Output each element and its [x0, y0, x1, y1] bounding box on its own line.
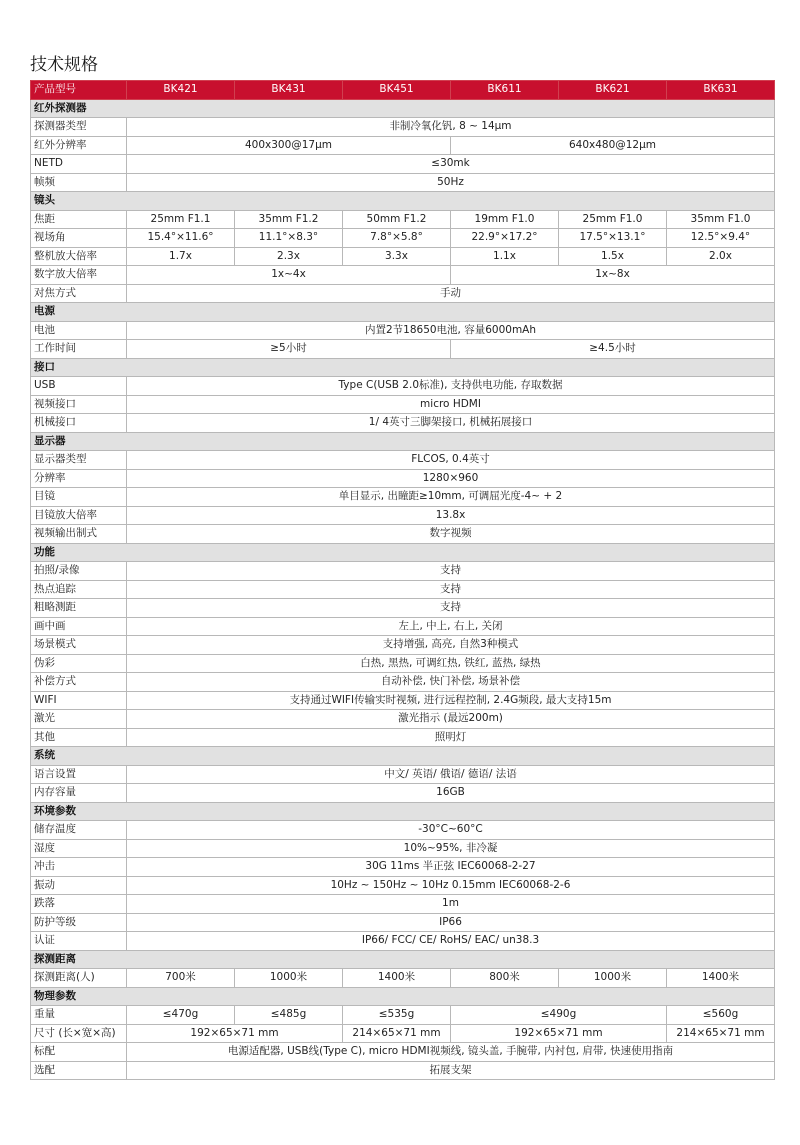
spec-value: 电源适配器, USB线(Type C), micro HDMI视频线, 镜头盖, 手腕带, 内衬包, 肩带, 快速使用指南: [127, 1043, 775, 1062]
section-title: 接口: [31, 358, 775, 377]
spec-value: 1/ 4英寸三脚架接口, 机械拓展接口: [127, 414, 775, 433]
section-title: 系统: [31, 747, 775, 766]
spec-value: ≤485g: [235, 1006, 343, 1025]
spec-label: 帧频: [31, 173, 127, 192]
spec-value: ≥5小时: [127, 340, 451, 359]
spec-value: 214×65×71 mm: [343, 1024, 451, 1043]
section-row: [31, 303, 775, 322]
spec-value: 支持: [127, 562, 775, 581]
spec-value: 11.1°×8.3°: [235, 229, 343, 248]
spec-row: [31, 599, 775, 618]
spec-row: [31, 839, 775, 858]
spec-row: [31, 488, 775, 507]
section-row: [31, 950, 775, 969]
spec-value: 400x300@17μm: [127, 136, 451, 155]
section-title: 探测距离: [31, 950, 775, 969]
spec-label: 整机放大倍率: [31, 247, 127, 266]
spec-label: 焦距: [31, 210, 127, 229]
spec-label: 视场角: [31, 229, 127, 248]
section-title: 镜头: [31, 192, 775, 211]
spec-value: 35mm F1.2: [235, 210, 343, 229]
spec-row: [31, 229, 775, 248]
spec-row: [31, 858, 775, 877]
spec-value: 1400米: [343, 969, 451, 988]
spec-label: 对焦方式: [31, 284, 127, 303]
spec-row: [31, 784, 775, 803]
spec-label: 画中画: [31, 617, 127, 636]
spec-label: 内存容量: [31, 784, 127, 803]
spec-label: 标配: [31, 1043, 127, 1062]
spec-value: 1m: [127, 895, 775, 914]
spec-value: -30°C~60°C: [127, 821, 775, 840]
model-name: BK631: [667, 81, 775, 100]
section-title: 功能: [31, 543, 775, 562]
spec-row: [31, 118, 775, 137]
spec-label: 视频输出制式: [31, 525, 127, 544]
spec-label: 语言设置: [31, 765, 127, 784]
spec-row: [31, 210, 775, 229]
spec-value: 单目显示, 出瞳距≥10mm, 可调屈光度-4~ + 2: [127, 488, 775, 507]
spec-value: 640x480@12μm: [451, 136, 775, 155]
spec-value: 15.4°×11.6°: [127, 229, 235, 248]
spec-value: 2.3x: [235, 247, 343, 266]
section-row: [31, 987, 775, 1006]
spec-row: [31, 913, 775, 932]
section-row: [31, 543, 775, 562]
spec-row: [31, 895, 775, 914]
section-row: [31, 747, 775, 766]
spec-row: [31, 654, 775, 673]
spec-row: [31, 821, 775, 840]
model-name: BK421: [127, 81, 235, 100]
spec-value: ≤470g: [127, 1006, 235, 1025]
spec-label: 机械接口: [31, 414, 127, 433]
spec-value: 拓展支架: [127, 1061, 775, 1080]
header-row: [31, 81, 775, 100]
spec-value: 192×65×71 mm: [451, 1024, 667, 1043]
spec-row: [31, 636, 775, 655]
spec-label: 冲击: [31, 858, 127, 877]
spec-value: FLCOS, 0.4英寸: [127, 451, 775, 470]
spec-label: 分辨率: [31, 469, 127, 488]
spec-row: [31, 562, 775, 581]
spec-value: 非制冷氧化钒, 8 ~ 14μm: [127, 118, 775, 137]
spec-label: 激光: [31, 710, 127, 729]
model-name: BK611: [451, 81, 559, 100]
spec-row: [31, 969, 775, 988]
spec-value: 30G 11ms 半正弦 IEC60068-2-27: [127, 858, 775, 877]
spec-row: [31, 1043, 775, 1062]
spec-label: 视频接口: [31, 395, 127, 414]
spec-row: [31, 691, 775, 710]
spec-value: 1000米: [559, 969, 667, 988]
spec-value: IP66/ FCC/ CE/ RoHS/ EAC/ un38.3: [127, 932, 775, 951]
spec-value: 2.0x: [667, 247, 775, 266]
spec-row: [31, 377, 775, 396]
spec-value: 17.5°×13.1°: [559, 229, 667, 248]
spec-value: 50mm F1.2: [343, 210, 451, 229]
spec-row: [31, 932, 775, 951]
spec-label: 工作时间: [31, 340, 127, 359]
spec-row: [31, 673, 775, 692]
spec-value: 16GB: [127, 784, 775, 803]
spec-row: [31, 1024, 775, 1043]
spec-label: 湿度: [31, 839, 127, 858]
spec-value: 支持通过WIFI传输实时视频, 进行远程控制, 2.4G频段, 最大支持15m: [127, 691, 775, 710]
spec-label: WIFI: [31, 691, 127, 710]
section-title: 红外探测器: [31, 99, 775, 118]
spec-value: 700米: [127, 969, 235, 988]
spec-row: [31, 136, 775, 155]
spec-label: 拍照/录像: [31, 562, 127, 581]
section-row: [31, 802, 775, 821]
spec-label: 数字放大倍率: [31, 266, 127, 285]
spec-value: 25mm F1.0: [559, 210, 667, 229]
spec-row: [31, 284, 775, 303]
spec-label: 其他: [31, 728, 127, 747]
spec-value: 1000米: [235, 969, 343, 988]
spec-row: [31, 580, 775, 599]
spec-row: [31, 395, 775, 414]
spec-label: 粗略测距: [31, 599, 127, 618]
spec-label: 红外分辨率: [31, 136, 127, 155]
spec-value: 3.3x: [343, 247, 451, 266]
spec-label: 跌落: [31, 895, 127, 914]
spec-label: USB: [31, 377, 127, 396]
spec-row: [31, 247, 775, 266]
section-row: [31, 192, 775, 211]
section-row: [31, 432, 775, 451]
spec-value: 214×65×71 mm: [667, 1024, 775, 1043]
spec-value: 12.5°×9.4°: [667, 229, 775, 248]
spec-row: [31, 525, 775, 544]
spec-value: 白热, 黑热, 可调红热, 铁红, 蓝热, 绿热: [127, 654, 775, 673]
spec-value: 7.8°×5.8°: [343, 229, 451, 248]
spec-value: 1280×960: [127, 469, 775, 488]
spec-value: ≤490g: [451, 1006, 667, 1025]
spec-value: 左上, 中上, 右上, 关闭: [127, 617, 775, 636]
spec-value: 支持增强, 高亮, 自然3种模式: [127, 636, 775, 655]
spec-value: 手动: [127, 284, 775, 303]
spec-label: 场景模式: [31, 636, 127, 655]
spec-row: [31, 266, 775, 285]
spec-value: 1.1x: [451, 247, 559, 266]
spec-value: 10%~95%, 非冷凝: [127, 839, 775, 858]
spec-value: micro HDMI: [127, 395, 775, 414]
spec-table-body: [31, 81, 775, 1080]
header-label: 产品型号: [31, 81, 127, 100]
section-title: 电源: [31, 303, 775, 322]
spec-label: 探测器类型: [31, 118, 127, 137]
spec-label: 伪彩: [31, 654, 127, 673]
model-name: BK431: [235, 81, 343, 100]
spec-value: 1.5x: [559, 247, 667, 266]
spec-row: [31, 1006, 775, 1025]
spec-row: [31, 173, 775, 192]
spec-row: [31, 765, 775, 784]
spec-value: 内置2节18650电池, 容量6000mAh: [127, 321, 775, 340]
section-row: [31, 358, 775, 377]
spec-label: 显示器类型: [31, 451, 127, 470]
spec-label: 储存温度: [31, 821, 127, 840]
spec-row: [31, 728, 775, 747]
spec-label: 认证: [31, 932, 127, 951]
spec-value: 支持: [127, 599, 775, 618]
spec-value: 自动补偿, 快门补偿, 场景补偿: [127, 673, 775, 692]
spec-row: [31, 469, 775, 488]
spec-value: IP66: [127, 913, 775, 932]
spec-value: ≤535g: [343, 1006, 451, 1025]
spec-value: ≤30mk: [127, 155, 775, 174]
spec-value: ≤560g: [667, 1006, 775, 1025]
spec-label: 振动: [31, 876, 127, 895]
spec-value: ≥4.5小时: [451, 340, 775, 359]
spec-label: 热点追踪: [31, 580, 127, 599]
spec-row: [31, 414, 775, 433]
spec-value: Type C(USB 2.0标准), 支持供电功能, 存取数据: [127, 377, 775, 396]
spec-value: 支持: [127, 580, 775, 599]
spec-row: [31, 1061, 775, 1080]
spec-label: 补偿方式: [31, 673, 127, 692]
spec-value: 1.7x: [127, 247, 235, 266]
spec-value: 1x~8x: [451, 266, 775, 285]
spec-label: 重量: [31, 1006, 127, 1025]
section-row: [31, 99, 775, 118]
spec-row: [31, 876, 775, 895]
spec-value: 19mm F1.0: [451, 210, 559, 229]
spec-table: [30, 80, 775, 1080]
spec-value: 激光指示 (最远200m): [127, 710, 775, 729]
spec-label: 电池: [31, 321, 127, 340]
spec-row: [31, 617, 775, 636]
spec-label: 尺寸 (长×宽×高): [31, 1024, 127, 1043]
spec-row: [31, 451, 775, 470]
spec-label: 探测距离(人): [31, 969, 127, 988]
model-name: BK451: [343, 81, 451, 100]
spec-value: 35mm F1.0: [667, 210, 775, 229]
spec-row: [31, 710, 775, 729]
section-title: 环境参数: [31, 802, 775, 821]
spec-row: [31, 506, 775, 525]
spec-value: 50Hz: [127, 173, 775, 192]
spec-value: 中文/ 英语/ 俄语/ 德语/ 法语: [127, 765, 775, 784]
spec-label: 目镜: [31, 488, 127, 507]
section-title: 显示器: [31, 432, 775, 451]
spec-row: [31, 340, 775, 359]
model-name: BK621: [559, 81, 667, 100]
spec-value: 照明灯: [127, 728, 775, 747]
spec-row: [31, 155, 775, 174]
page-title: 技术规格: [30, 55, 98, 75]
spec-row: [31, 321, 775, 340]
spec-value: 1400米: [667, 969, 775, 988]
spec-label: 防护等级: [31, 913, 127, 932]
spec-value: 10Hz ~ 150Hz ~ 10Hz 0.15mm IEC60068-2-6: [127, 876, 775, 895]
spec-value: 1x~4x: [127, 266, 451, 285]
spec-label: 选配: [31, 1061, 127, 1080]
spec-value: 13.8x: [127, 506, 775, 525]
spec-value: 数字视频: [127, 525, 775, 544]
spec-value: 22.9°×17.2°: [451, 229, 559, 248]
spec-value: 25mm F1.1: [127, 210, 235, 229]
spec-value: 800米: [451, 969, 559, 988]
section-title: 物理参数: [31, 987, 775, 1006]
spec-label: 目镜放大倍率: [31, 506, 127, 525]
spec-value: 192×65×71 mm: [127, 1024, 343, 1043]
spec-label: NETD: [31, 155, 127, 174]
